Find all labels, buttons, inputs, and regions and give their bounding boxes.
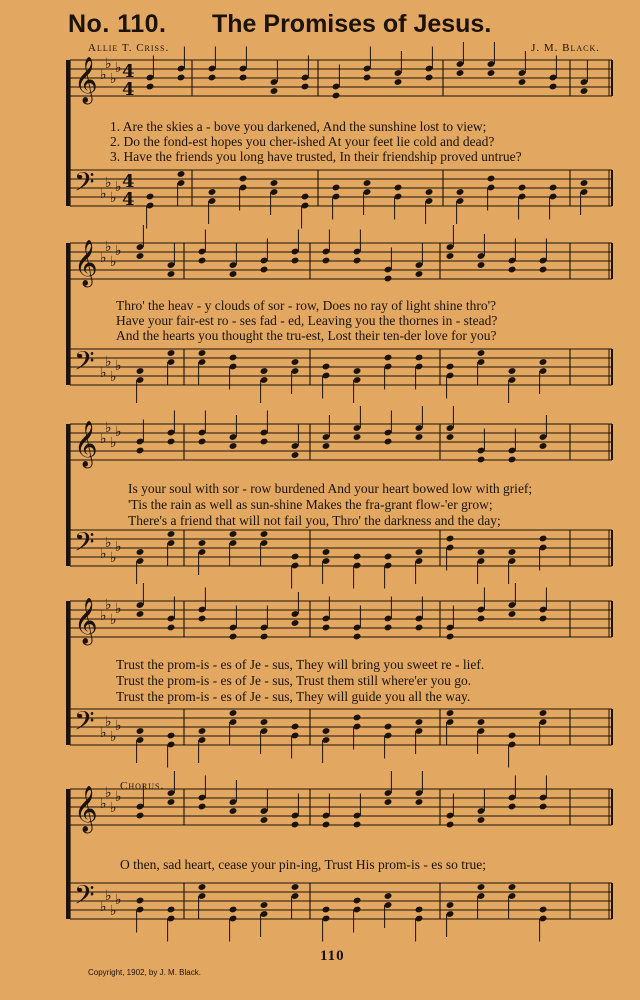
lyric-line: Thro' the heav - y clouds of sor - row, Does no ray of light shine thro'?: [116, 298, 497, 313]
svg-text:♭: ♭: [100, 796, 107, 812]
lyric-line: Have your fair-est ro - ses fad - ed, Leaving you the thornes in - stead?: [116, 313, 498, 328]
svg-text:♭: ♭: [105, 56, 112, 72]
svg-text:♭: ♭: [110, 903, 117, 919]
svg-text:♭: ♭: [115, 789, 122, 805]
svg-text:♭: ♭: [115, 539, 122, 555]
lyric-line: 3. Have the friends you long have trusted, In their friendship proved untrue?: [110, 149, 522, 164]
svg-text:♭: ♭: [105, 175, 112, 191]
page-number: 110: [320, 948, 345, 964]
svg-text:𝄢: 𝄢: [74, 705, 95, 743]
copyright-notice: Copyright, 1902, by J. M. Black.: [88, 968, 201, 977]
svg-text:♭: ♭: [105, 785, 112, 801]
svg-text:♭: ♭: [100, 608, 107, 624]
svg-text:♭: ♭: [105, 535, 112, 551]
svg-text:𝄞: 𝄞: [74, 786, 98, 832]
svg-text:4: 4: [122, 79, 135, 100]
svg-text:𝄢: 𝄢: [74, 345, 95, 383]
svg-text:♭: ♭: [100, 431, 107, 447]
svg-text:♭: ♭: [115, 179, 122, 195]
lyric-line: 1. Are the skies a - bove you darkened, And the sunshine lost to view;: [110, 119, 487, 134]
svg-text:♭: ♭: [115, 358, 122, 374]
svg-text:♭: ♭: [105, 239, 112, 255]
lyric-line: Trust the prom-is - es of Je - sus, They will bring you sweet re - lief.: [116, 657, 485, 672]
svg-text:♭: ♭: [105, 420, 112, 436]
svg-text:♭: ♭: [110, 435, 117, 451]
lyric-line: Is your soul with sor - row burdened And your heart bowed low with grief;: [128, 481, 533, 496]
svg-text:4: 4: [122, 189, 135, 210]
svg-text:♭: ♭: [105, 354, 112, 370]
svg-text:𝄞: 𝄞: [74, 598, 98, 644]
svg-text:𝄞: 𝄞: [74, 421, 98, 467]
chorus-label: Chorus.: [120, 780, 165, 792]
lyricist-credit: Allie T. Criss.: [88, 42, 170, 54]
svg-text:♭: ♭: [100, 899, 107, 915]
lyric-line: Trust the prom-is - es of Je - sus, They will guide you all the way.: [116, 689, 471, 704]
lyric-line: And the hearts you thought the tru-est, Lost their ten-der love for you?: [116, 328, 497, 343]
svg-text:♭: ♭: [110, 190, 117, 206]
svg-text:♭: ♭: [110, 71, 117, 87]
composer-credit: J. M. Black.: [531, 42, 600, 54]
svg-text:♭: ♭: [105, 597, 112, 613]
svg-text:♭: ♭: [100, 67, 107, 83]
svg-text:♭: ♭: [110, 729, 117, 745]
svg-text:𝄢: 𝄢: [74, 879, 95, 917]
svg-text:♭: ♭: [105, 714, 112, 730]
svg-text:𝄞: 𝄞: [74, 240, 98, 286]
lyric-line: 'Tis the rain as well as sun-shine Makes the fra-grant flow-'er grow;: [128, 497, 493, 512]
svg-text:♭: ♭: [115, 60, 122, 76]
svg-text:4: 4: [122, 61, 135, 82]
hymn-title: The Promises of Jesus.: [212, 10, 492, 38]
svg-text:♭: ♭: [115, 892, 122, 908]
svg-text:♭: ♭: [115, 424, 122, 440]
lyric-line: There's a friend that will not fail you, Thro' the darkness and the day;: [128, 513, 501, 528]
svg-text:♭: ♭: [115, 601, 122, 617]
lyric-line: 2. Do the fond-est hopes you cher-ished At your feet lie cold and dead?: [110, 134, 495, 149]
svg-text:♭: ♭: [115, 243, 122, 259]
svg-text:♭: ♭: [105, 888, 112, 904]
svg-text:♭: ♭: [110, 369, 117, 385]
svg-text:♭: ♭: [100, 546, 107, 562]
hymn-number: No. 110.: [68, 10, 167, 38]
svg-text:𝄞: 𝄞: [74, 57, 98, 103]
svg-text:𝄢: 𝄢: [74, 526, 95, 564]
svg-text:♭: ♭: [115, 718, 122, 734]
svg-text:♭: ♭: [110, 612, 117, 628]
svg-text:♭: ♭: [110, 800, 117, 816]
lyric-line: Trust the prom-is - es of Je - sus, Trust them still where'er you go.: [116, 673, 472, 688]
svg-text:𝄢: 𝄢: [74, 166, 95, 204]
svg-text:♭: ♭: [100, 725, 107, 741]
svg-text:4: 4: [122, 171, 135, 192]
svg-text:♭: ♭: [110, 254, 117, 270]
svg-text:♭: ♭: [100, 250, 107, 266]
svg-text:♭: ♭: [100, 186, 107, 202]
svg-text:♭: ♭: [100, 365, 107, 381]
svg-text:♭: ♭: [110, 550, 117, 566]
lyric-line: O then, sad heart, cease your pin-ing, Trust His prom-is - es so true;: [120, 857, 486, 872]
